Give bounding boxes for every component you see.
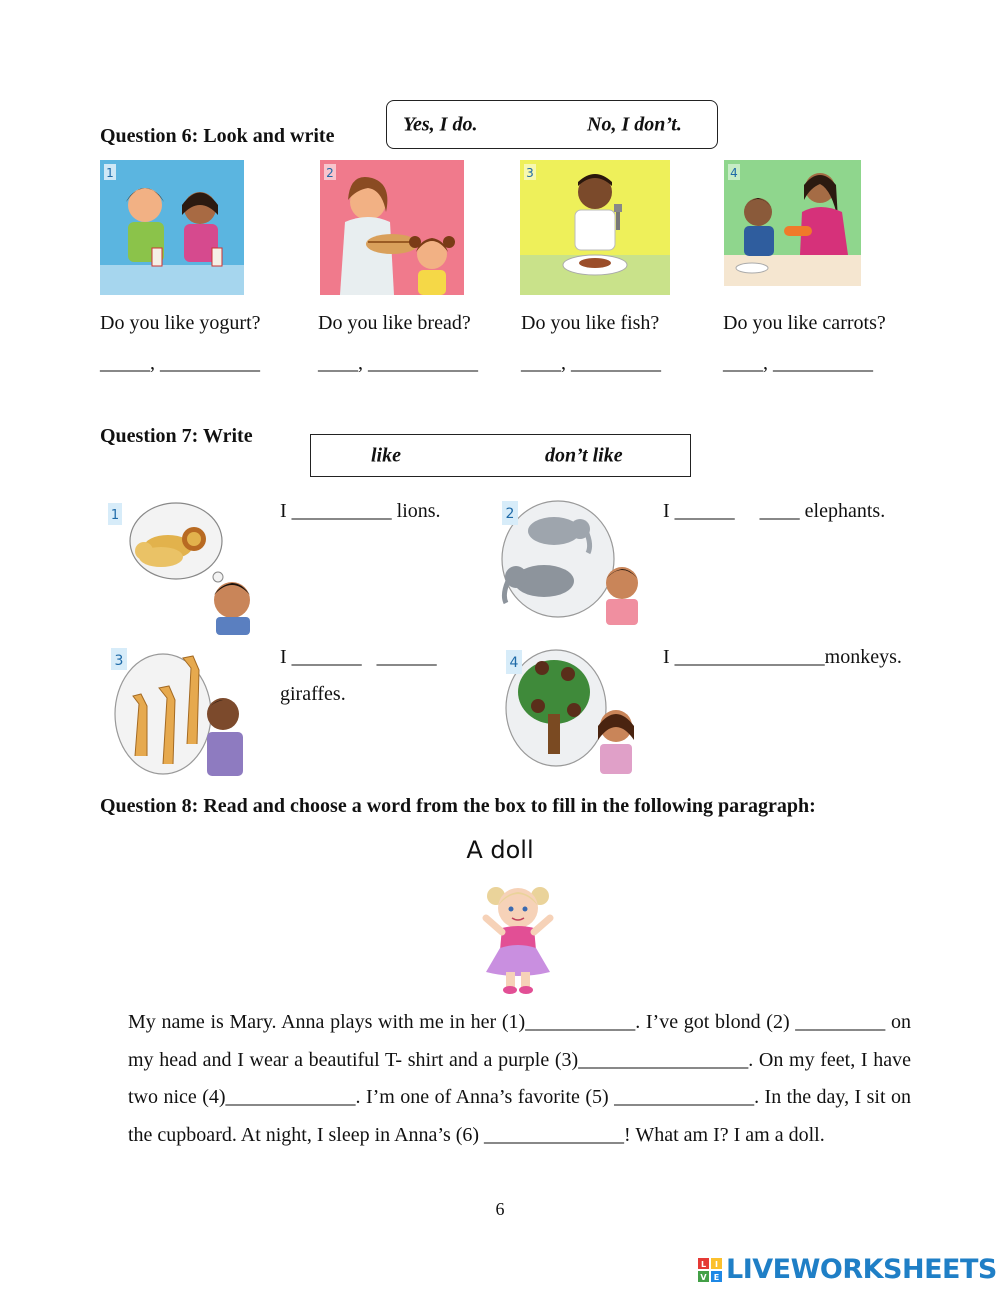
question-6-item-4: Do you like carrots? bbox=[723, 312, 886, 334]
answer-blank-1[interactable]: _____, __________ bbox=[100, 352, 260, 374]
picture-number: 4 bbox=[509, 655, 519, 671]
word-dont-like: don’t like bbox=[545, 444, 623, 466]
question-8-title: Question 8: Read and choose a word from the box to fill in the following paragraph: bbox=[100, 795, 816, 817]
yogurt-picture bbox=[100, 160, 244, 295]
liveworksheets-logo-icon bbox=[698, 1258, 722, 1282]
sentence-elephants[interactable]: I ______ ____ elephants. bbox=[663, 500, 886, 522]
word-box bbox=[310, 434, 691, 477]
doll-picture bbox=[470, 880, 566, 998]
elephants-picture bbox=[494, 495, 646, 625]
question-6-item-3: Do you like fish? bbox=[521, 312, 660, 334]
sentence-giraffes-line2: giraffes. bbox=[280, 683, 346, 705]
picture-number: 1 bbox=[106, 166, 114, 180]
answer-blank-2[interactable]: ____, ___________ bbox=[318, 352, 478, 374]
story-paragraph: My name is Mary. Anna plays with me in her (1)___________. I’ve got blond (2) _________ on my head and I wear a beautiful T- shirt and a purple (3)_________________. On my feet, I have two nice (4)_____________. I’m one of Anna’s favorite (5) ______________. In the day, I sit on the cupboard. At night, I sleep in Anna’s (6) ______________! What am I? I am a doll. bbox=[128, 1011, 911, 1146]
picture-number: 3 bbox=[526, 166, 534, 180]
question-7-title: Question 7: Write bbox=[100, 425, 253, 447]
monkeys-picture bbox=[492, 644, 644, 774]
word-like: like bbox=[371, 444, 401, 466]
svg-text:V: V bbox=[700, 1273, 707, 1282]
answer-yes: Yes, I do. bbox=[403, 113, 478, 135]
question-6-item-2: Do you like bread? bbox=[318, 312, 471, 334]
sentence-lions[interactable]: I __________ lions. bbox=[280, 500, 441, 522]
liveworksheets-brand[interactable]: LIVEWORKSHEETS bbox=[726, 1254, 997, 1285]
question-6-item-1: Do you like yogurt? bbox=[100, 312, 261, 334]
svg-text:L: L bbox=[700, 1260, 707, 1269]
picture-number: 2 bbox=[505, 506, 515, 522]
bread-picture bbox=[320, 160, 464, 295]
question-6-title: Question 6: Look and write bbox=[100, 125, 335, 147]
picture-number: 2 bbox=[326, 166, 334, 180]
fish-picture bbox=[520, 160, 670, 295]
giraffes-picture bbox=[107, 644, 247, 776]
picture-number: 1 bbox=[110, 508, 120, 523]
story-title: A doll bbox=[466, 836, 534, 864]
page-number: 6 bbox=[495, 1199, 505, 1219]
svg-text:E: E bbox=[713, 1273, 720, 1282]
svg-text:I: I bbox=[715, 1260, 718, 1269]
picture-number: 3 bbox=[114, 653, 124, 669]
answer-blank-4[interactable]: ____, __________ bbox=[723, 352, 873, 374]
answer-blank-3[interactable]: ____, _________ bbox=[521, 352, 661, 374]
lions-picture bbox=[106, 495, 256, 635]
answer-no: No, I don’t. bbox=[587, 113, 682, 135]
picture-number: 4 bbox=[730, 166, 738, 180]
carrots-picture bbox=[724, 160, 861, 286]
sentence-monkeys[interactable]: I _______________monkeys. bbox=[663, 646, 902, 668]
answer-word-box bbox=[386, 100, 718, 149]
sentence-giraffes[interactable]: I _______ ______ bbox=[280, 646, 437, 668]
